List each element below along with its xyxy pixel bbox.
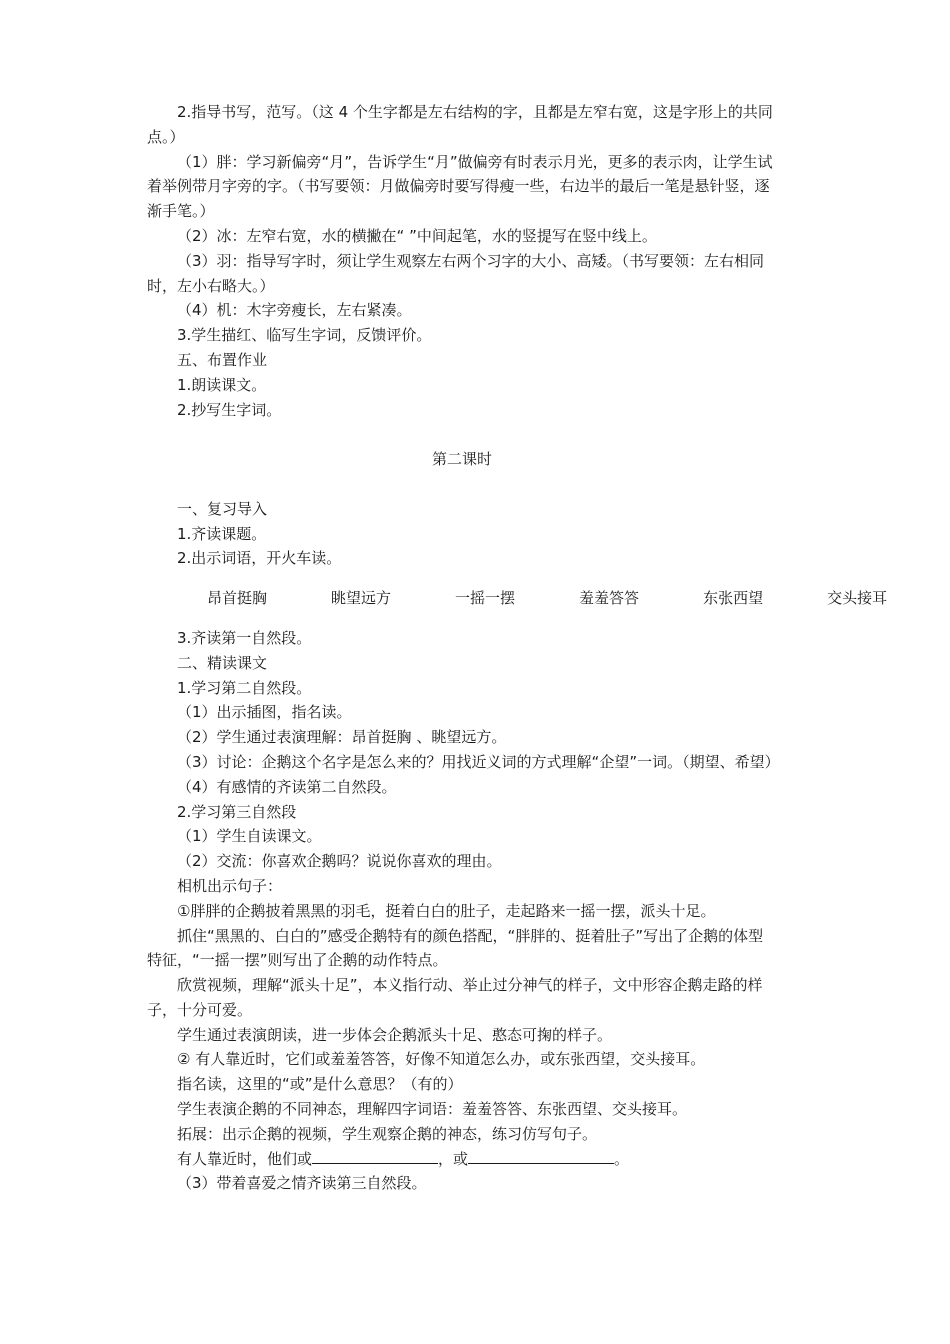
fill-suffix: 。 xyxy=(614,1149,630,1168)
paragraph: （4）有感情的齐读第二自然段。 xyxy=(177,777,397,796)
paragraph: 抓住“黑黑的、白白的”感受企鹅特有的颜色搭配，“胖胖的、挺着肚子”写出了企鹅的体型特征，“一摇一摆”则写出了企鹅的动作特点。 xyxy=(147,926,764,970)
document-page xyxy=(147,100,888,1196)
paragraph: （2）冰：左窄右宽，水的横撇在“ ”中间起笔，水的竖提写在竖中线上。 xyxy=(177,226,657,245)
paragraph: 3.齐读第一自然段。 xyxy=(177,628,312,647)
vocab-list xyxy=(147,586,888,611)
fill-blank xyxy=(312,1147,438,1164)
vocab-item: 交头接耳 xyxy=(827,589,888,608)
spacer xyxy=(147,422,777,447)
reading-section xyxy=(147,626,780,1196)
heading-review: 一、复习导入 xyxy=(177,499,268,518)
vocab-item: 昂首挺胸 xyxy=(207,589,268,608)
spacer xyxy=(147,472,777,497)
vocab-item: 东张西望 xyxy=(703,589,764,608)
paragraph: 1.学习第二自然段。 xyxy=(177,678,312,697)
fill-prefix: 有人靠近时，他们或 xyxy=(177,1149,313,1168)
paragraph: 2.学习第三自然段 xyxy=(177,802,297,821)
paragraph: ①胖胖的企鹅披着黑黑的羽毛，挺着白白的肚子，走起路来一摇一摆，派头十足。 xyxy=(177,901,716,920)
paragraph: 欣赏视频，理解“派头十足”，本义指行动、举止过分神气的样子，文中形容企鹅走路的样子，十分可爱。 xyxy=(147,976,763,1019)
paragraph: （1）学生自读课文。 xyxy=(177,827,322,846)
paragraph: 2.指导书写，范写。（这 4 个生字都是左右结构的字，且都是左窄右宽，这是字形上的共同点。） xyxy=(147,103,773,146)
heading-homework: 五、布置作业 xyxy=(177,350,268,369)
top-section xyxy=(147,100,777,422)
fill-in-sentence xyxy=(147,1147,777,1172)
paragraph: 学生通过表演朗读，进一步体会企鹅派头十足、憨态可掬的样子。 xyxy=(177,1025,613,1044)
fill-middle: ，或 xyxy=(438,1149,469,1168)
heading-reading: 二、精读课文 xyxy=(177,653,268,672)
paragraph: ② 有人靠近时，它们或羞羞答答，好像不知道怎么办，或东张西望，交头接耳。 xyxy=(177,1050,706,1069)
paragraph: 学生表演企鹅的不同神态，理解四字词语：羞羞答答、东张西望、交头接耳。 xyxy=(177,1100,688,1119)
paragraph: 3.学生描红、临写生字词，反馈评价。 xyxy=(177,326,432,345)
paragraph: （4）机：木字旁瘦长，左右紧凑。 xyxy=(177,301,412,320)
paragraph: 1.朗读课文。 xyxy=(177,375,267,394)
paragraph: 2.抄写生字词。 xyxy=(177,400,282,419)
vocab-item: 眺望远方 xyxy=(331,589,392,608)
vocab-item: 一摇一摆 xyxy=(455,589,516,608)
vocab-item: 羞羞答答 xyxy=(579,589,640,608)
review-section xyxy=(147,497,888,611)
paragraph: 相机出示句子： xyxy=(177,876,283,895)
fill-blank xyxy=(468,1147,614,1164)
paragraph: （2）学生通过表演理解：昂首挺胸 、眺望远方。 xyxy=(177,728,507,747)
paragraph: （3）羽：指导写字时，须让学生观察左右两个习字的大小、高矮。（书写要领：左右相同时，左小右略大。） xyxy=(147,251,765,295)
paragraph: （1）胖：学习新偏旁“月”，告诉学生“月”做偏旁有时表示月光，更多的表示肉，让学生试着举例带月字旁的字。（书写要领：月做偏旁时要写得瘦一些，右边半的最后一笔是悬针竖，逐渐手笔。） xyxy=(147,152,773,221)
paragraph: 2.出示词语，开火车读。 xyxy=(177,549,342,568)
paragraph: （1）出示插图，指名读。 xyxy=(177,703,352,722)
paragraph: 拓展：出示企鹅的视频，学生观察企鹅的神态，练习仿写句子。 xyxy=(177,1124,598,1143)
paragraph: （3）带着喜爱之情齐读第三自然段。 xyxy=(177,1174,427,1193)
paragraph: 指名读，这里的“或”是什么意思？（有的） xyxy=(177,1075,463,1094)
paragraph: （3）讨论：企鹅这个名字是怎么来的？用找近义词的方式理解“企望”一词。（期望、希望） xyxy=(177,752,780,771)
paragraph: （2）交流：你喜欢企鹅吗？说说你喜欢的理由。 xyxy=(177,852,502,871)
section-title: 第二课时 xyxy=(431,450,492,469)
paragraph: 1.齐读课题。 xyxy=(177,524,267,543)
